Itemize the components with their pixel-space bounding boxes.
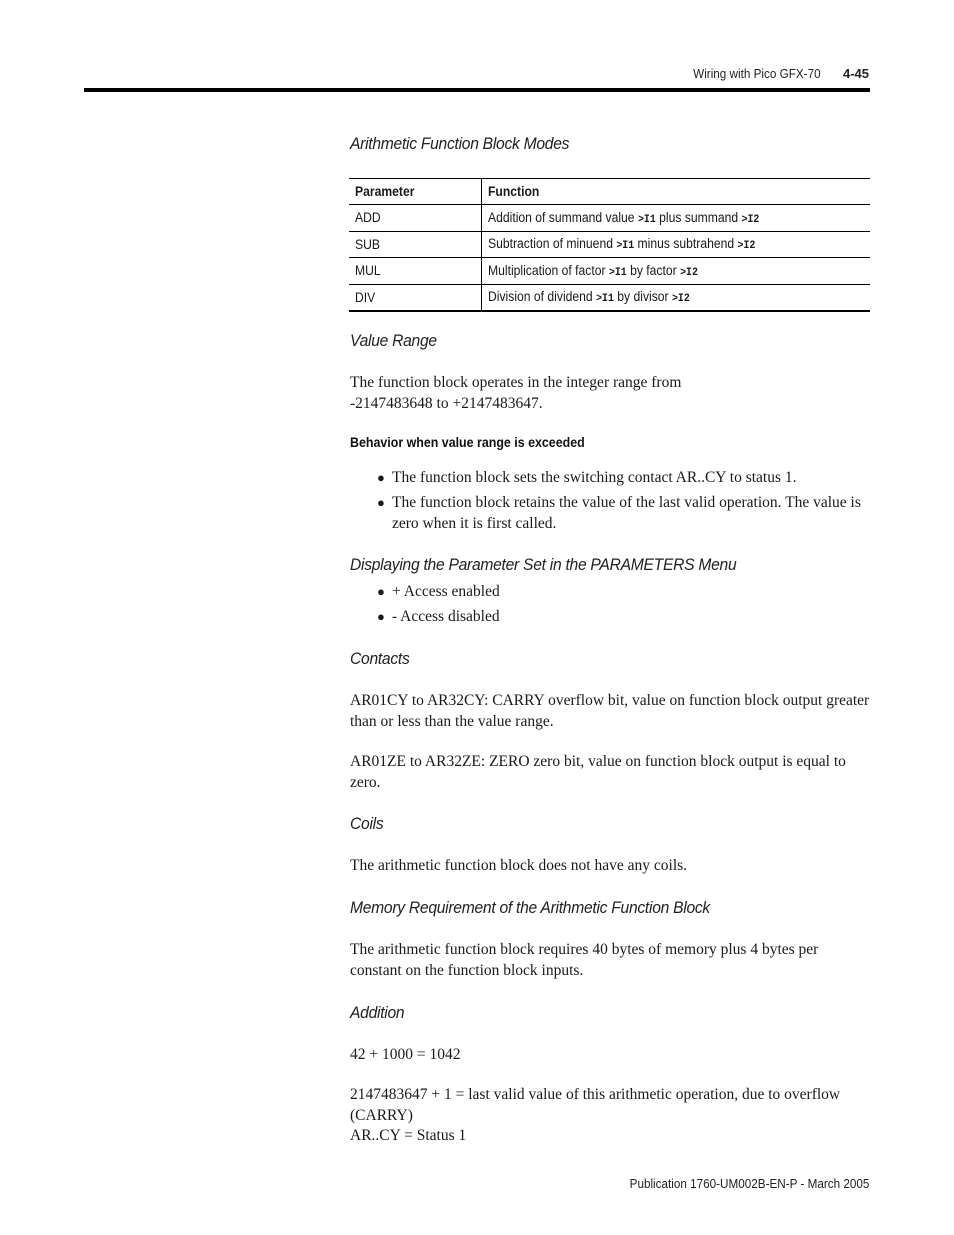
list-item: ● The function block sets the switching contact AR..CY to status 1. — [377, 468, 870, 489]
running-header-title: Wiring with Pico GFX-70 — [693, 66, 821, 81]
addition-overflow-line-2: AR..CY = Status 1 — [350, 1127, 467, 1144]
display-heading: Displaying the Parameter Set in the PARAMETERS Menu — [350, 555, 737, 574]
table-cell-function: Subtraction of minuend >I1 minus subtrahend >I2 — [482, 231, 871, 258]
bullet-icon: ● — [377, 470, 385, 485]
list-item: ● + Access enabled — [377, 582, 870, 603]
bullet-icon: ● — [377, 495, 385, 510]
value-range-heading: Value Range — [350, 331, 437, 350]
addition-overflow-line-1: 2147483647 + 1 = last valid value of this arithmetic operation, due to overflow (CARRY) — [350, 1086, 841, 1124]
list-item: ● - Access disabled — [377, 607, 870, 628]
addition-example: 42 + 1000 = 1042 — [350, 1046, 461, 1063]
exceeded-list — [377, 468, 870, 539]
memory-paragraph: The arithmetic function block requires 40 bytes of memory plus 4 bytes per constant on the function block inputs. — [350, 941, 819, 979]
value-range-line-2: -2147483648 to +2147483647. — [350, 394, 543, 412]
coils-paragraph: The arithmetic function block does not have any coils. — [350, 857, 688, 874]
table-cell-function: Division of dividend >I1 by divisor >I2 — [482, 284, 871, 311]
table-header-function: Function — [482, 179, 871, 205]
table-cell-param: MUL — [349, 258, 482, 285]
table-header-row — [349, 179, 870, 205]
table-row — [349, 258, 870, 285]
table-cell-param: SUB — [349, 231, 482, 258]
table-row — [349, 205, 870, 232]
list-item: ● The function block retains the value of the last valid operation. The value is zero when it is first called. — [377, 494, 861, 532]
modes-table — [349, 178, 870, 312]
table-row — [349, 284, 870, 311]
exceeded-heading: Behavior when value range is exceeded — [350, 435, 585, 450]
bullet-icon: ● — [377, 584, 385, 599]
coils-heading: Coils — [350, 814, 384, 833]
modes-heading: Arithmetic Function Block Modes — [350, 134, 570, 153]
contacts-paragraph-1: AR01CY to AR32CY: CARRY overflow bit, value on function block output greater than or less than the value range. — [350, 692, 870, 730]
addition-heading: Addition — [350, 1003, 405, 1022]
table-cell-function: Addition of summand value >I1 plus summand >I2 — [482, 205, 871, 232]
table-row — [349, 231, 870, 258]
page-number: 4-45 — [842, 66, 869, 81]
addition-overflow-paragraph — [350, 1085, 870, 1147]
memory-heading: Memory Requirement of the Arithmetic Function Block — [350, 898, 710, 917]
contacts-heading: Contacts — [350, 649, 410, 668]
contacts-paragraph-2: AR01ZE to AR32ZE: ZERO zero bit, value on function block output is equal to zero. — [350, 753, 846, 791]
publication-footer: Publication 1760-UM002B-EN-P - March 2005 — [629, 1176, 869, 1191]
table-header-parameter: Parameter — [349, 179, 482, 205]
table-cell-param: DIV — [349, 284, 482, 311]
table-cell-param: ADD — [349, 205, 482, 232]
display-list — [377, 582, 870, 632]
table-cell-function: Multiplication of factor >I1 by factor >I2 — [482, 258, 871, 285]
bullet-icon: ● — [377, 609, 385, 624]
header-rule — [84, 88, 870, 92]
value-range-paragraph — [350, 373, 870, 414]
value-range-line-1: The function block operates in the integer range from — [350, 374, 682, 391]
